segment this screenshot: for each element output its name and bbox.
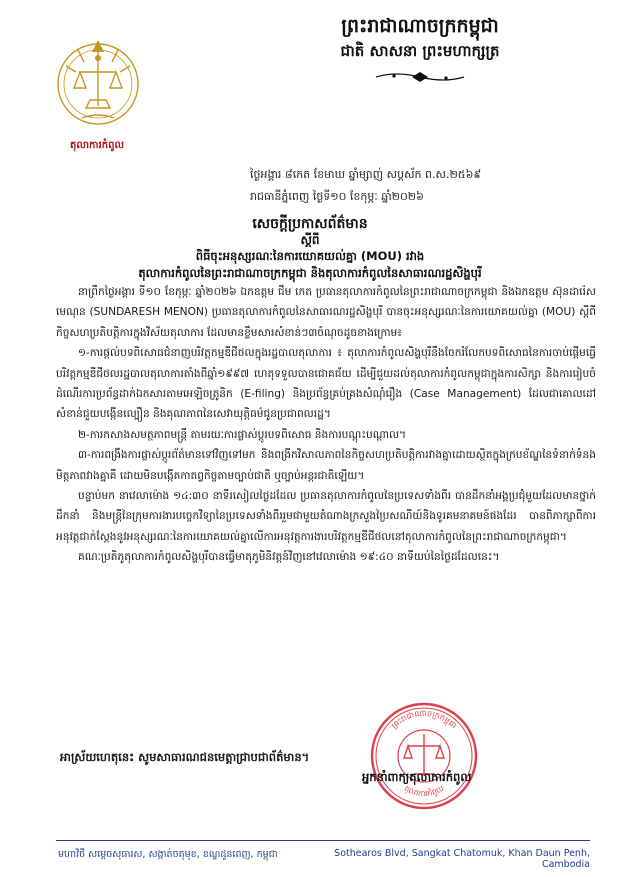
paragraph-departure: គណៈប្រតិភូតុលាការកំពូលសិង្ហបុរីបានធ្វើមាតុភូមិនិវត្តន៍វិញនៅវេលាម៉ោង ១៩:៤០ នាទីយប់នៃថ្ងៃដដែលនេះ។: [78, 551, 500, 564]
footer-divider: [56, 840, 590, 841]
kingdom-title: ព្រះរាជាណាចក្រកម្ពុជា: [341, 15, 499, 37]
footer-address-english: Sothearos Blvd, Sangkat Chatomuk, Khan Daun Penh, Cambodia: [334, 848, 590, 870]
official-seal-icon: [368, 700, 480, 812]
footer-address-khmer: មហាវិថី សម្តេចសុធារស, សង្កាត់ចតុមុខ, ខណ្ឌដូនពេញ, កម្ពុជា: [58, 849, 278, 860]
seal-text-top: ព្រះរាជាណាចក្រកម្ពុជា: [389, 708, 459, 731]
signature-title: អ្នកនាំពាក្យតុលាការកំពូល: [362, 770, 472, 784]
seal-text-bottom: តុលាការកំពូល: [402, 783, 446, 799]
paragraph-point-3: ៣-ការពង្រឹងការផ្លាស់ប្តូរព័ត៌មានទៅវិញទៅមក និងពង្រីកវិសាលភាពនៃកិច្ចសហប្រតិបត្តិការវាងគ្នាដោយស្ថិតក្នុងក្របខ័ណ្ឌនៃទំនាក់ទំនងមិត្តភាពវាងគ្នាគឺ ដោយមិនបង្កើតកាតព្វកិច្ចតាមច្បាប់ជាតិ ឬច្បាប់អន្តរជាតិឡើយ។: [56, 449, 596, 482]
ornament-divider-icon: [372, 70, 468, 84]
document-title: សេចក្តីប្រកាសព័ត៌មាន: [252, 216, 368, 232]
paragraph-point-2: ២-ការកសាងសមត្ថភាពមន្ត្រី តាមរយៈការផ្លាស់ប្តូរបទពិសោធ និងការបណ្តុះបណ្តាល។: [78, 428, 407, 441]
closing-statement: អាស្រ័យហេតុនេះ សូមសាធារណជនមេត្តាជ្រាបជាព័ត៌មាន។: [60, 750, 310, 764]
body-text: [56, 282, 596, 568]
title-about: ស្តីពី: [300, 233, 320, 247]
court-emblem-icon: [52, 36, 144, 128]
paragraph-meeting: បន្ទាប់មក នាវេលាម៉ោង ១៤:៣០ នាទីរសៀលថ្ងៃដដែល ប្រធានតុលាការកំពូលនៃប្រទេសទាំងពីរ បានដឹកនាំអង្គប្រជុំមួយដែលមានថ្នាក់ដឹកនាំ និងមន្ត្រីនៃក្រុមការងារបច្ចេកវិទ្យានៃប្រទេសទាំងពីររួមជាមួយតំណាងក្រសួងប្រៃសណីយ៍និងទូរគមនាគមន៍ផងដែរ បានពិភាក្សាពីការអនុវត្តជាក់ស្តែងនូវអនុស្សរណៈនៃការយោគយល់គ្នាលើការអនុវត្តការងារបរិវត្តកម្មឌីជីថលនៅតុលាការកំពូលនៃព្រះរាជាណាចក្រកម្ពុជា។: [56, 490, 596, 543]
subject-line-1: ពិធីចុះអនុស្សរណៈនៃការយោគយល់គ្នា (MOU) រវាង: [195, 249, 425, 263]
national-motto: ជាតិ សាសនា ព្រះមហាក្សត្រ: [340, 42, 500, 60]
subject-line-2: តុលាការកំពូលនៃព្រះរាជាណាចក្រកម្ពុជា និងតុលាការកំពូលនៃសាធារណរដ្ឋសិង្ហបុរី: [138, 266, 482, 280]
solar-date: រាជធានីភ្នំពេញ ថ្ងៃទី១០ ខែកុម្ភៈ ឆ្នាំ២០២៦: [250, 190, 424, 203]
court-name: តុលាការកំពូល: [70, 140, 124, 151]
svg-text:ព្រះរាជាណាចក្រកម្ពុជា: [390, 709, 459, 731]
paragraph-intro: នាព្រឹកថ្ងៃអង្គារ ទី១០ ខែកុម្ភៈ ឆ្នាំ២០២៦ ឯកឧត្តម ជឹម កេត ប្រធានតុលាការកំពូលនៃព្រះរាជាណាចក្រកម្ពុជា និងឯកឧត្តម ស៊ុនដារ៉េស មេណុន (SUNDARESH MENON) ប្រធានតុលាការកំពូលនៃសាធារណរដ្ឋសិង្ហបុរី បានចុះអនុស្សរណៈនៃការយោគយល់គ្នា (MOU) ស្តីពីកិច្ចសហប្រតិបត្តិការក្នុងវិស័យតុលាការ ដែលមានខ្លឹមសារសំខាន់ៗ៣ចំណុចដូចខាងក្រោម៖: [56, 286, 596, 339]
lunar-date: ថ្ងៃអង្គារ ៨កេត ខែមាឃ ឆ្នាំម្សាញ់ សប្តស័ក ព.ស.២៥៦៩: [250, 168, 482, 181]
paragraph-point-1: ១-ការផ្តល់បទពិសោធជំនាញបរិវត្តកម្មឌីជីថលក្នុងរដ្ឋបាលតុលាការ ៖ តុលាការកំពូលសិង្ហបុរីនឹងចែករំលែកបទពិសោធនៃការចាប់ផ្តើមធ្វើបរិវត្តកម្មឌីជីថលរដ្ឋបាលតុលាការតាំងពីឆ្នាំ១៩៩៧ ហេតុទទួលបានជោគជ័យ ដើម្បីជួយដល់តុលាការកំពូលកម្ពុជាក្នុងការសិក្សា និងការរៀបចំដំណើរការប្រព័ន្ធដាក់ឯកសារតាមអេឡិចត្រូនិក (E-filing) និងប្រព័ន្ធគ្រប់គ្រងសំណុំរឿង (Case Management) ដែលជាគោលដៅសំខាន់ជួយបង្កើនល្បឿន និងគុណភាពនៃសេវាយុត្តិធម៌ជូនប្រជាពលរដ្ឋ។: [56, 347, 596, 421]
